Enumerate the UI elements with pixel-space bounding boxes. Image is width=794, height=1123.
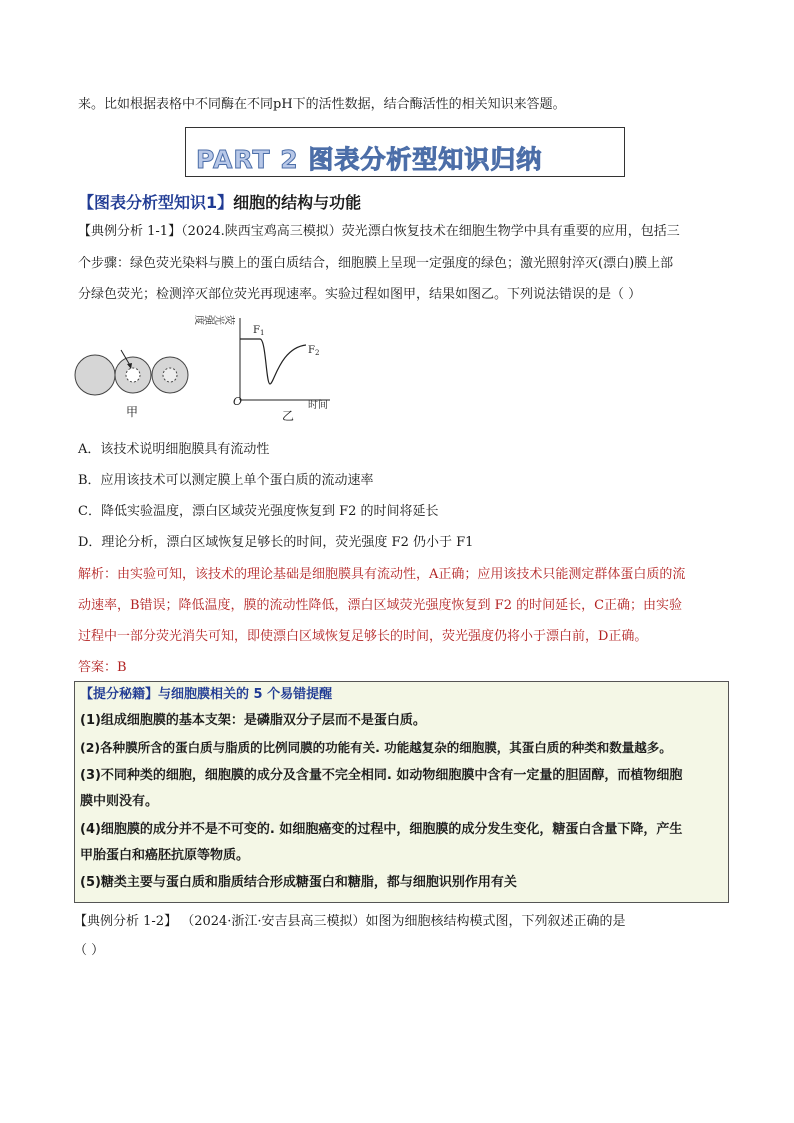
analysis-line-1: 解析：由实验可知，该技术的理论基础是细胞膜具有流动性，A正确；应用该技术只能测定群体蛋白质的流: [78, 567, 686, 582]
q1-line-2: 个步骤：绿色荧光染料与膜上的蛋白质结合，细胞膜上呈现一定强度的绿色；激光照射淬灭(漂白)膜上部: [78, 256, 674, 271]
q2-line-1: 【典例分析 1-2】 （2024·浙江·安吉县高三模拟）如图为细胞核结构模式图，下列叙述正确的是: [74, 914, 626, 929]
tip-title-rest: 与细胞膜相关的 5 个易错提醒: [158, 687, 333, 702]
q1-line-1: 【典例分析 1-1】（2024.陕西宝鸡高三模拟）荧光漂白恢复技术在细胞生物学中具有重要的应用，包括三: [78, 224, 680, 239]
y-axis-label: 荧光强度: [195, 312, 235, 324]
tip-line-3: (3)不同种类的细胞，细胞膜的成分及含量不完全相同. 如动物细胞膜中含有一定量的胆固醇，而植物细胞: [80, 768, 683, 783]
part-title: PART 2 图表分析型知识归纳: [196, 145, 543, 174]
x-axis-label: 时间: [308, 400, 328, 411]
f1-label: $F_1$: [253, 325, 265, 337]
section-heading-prefix: 【图表分析型知识1】: [78, 193, 234, 212]
q1-figure: [70, 312, 330, 427]
q1-line-3: 分绿色荧光；检测淬灭部位荧光再现速率。实验过程如图甲，结果如图乙。下列说法错误的是（ ）: [78, 287, 642, 302]
origin-label: O: [233, 395, 243, 408]
f2-label: $F_2$: [308, 345, 320, 357]
cell-2-bleached-spot: [126, 368, 140, 382]
cell-1: [75, 355, 115, 395]
figure-label-yi: 乙: [282, 409, 295, 423]
tip-line-2: (2)各种膜所含的蛋白质与脂质的比例同膜的功能有关. 功能越复杂的细胞膜，其蛋白质的种类和数量越多。: [80, 740, 672, 755]
tip-line-7: (5)糖类主要与蛋白质和脂质结合形成糖蛋白和糖脂，都与细胞识别作用有关: [80, 875, 517, 890]
analysis-line-3: 过程中一部分荧光消失可知，即使漂白区域恢复足够长的时间，荧光强度仍将小于漂白前，D正确。: [78, 629, 648, 644]
tip-title-prefix: 【提分秘籍】: [80, 687, 159, 702]
tip-title: [80, 685, 332, 705]
tip-line-6: 甲胎蛋白和癌胚抗原等物质。: [80, 848, 250, 863]
tip-line-5: (4)细胞膜的成分并不是不可变的. 如细胞癌变的过程中，细胞膜的成分发生变化，糖蛋白含量下降，产生: [80, 822, 683, 837]
section-heading-title: 细胞的结构与功能: [233, 193, 362, 212]
fluorescence-curve: [240, 339, 306, 384]
tip-box: [74, 681, 729, 903]
option-b: B．应用该技术可以测定膜上单个蛋白质的流动速率: [78, 473, 374, 488]
option-a: A．该技术说明细胞膜具有流动性: [78, 442, 270, 457]
intro-line: 来。比如根据表格中不同酶在不同pH下的活性数据，结合酶活性的相关知识来答题。: [78, 97, 566, 112]
part-title-box: [185, 127, 625, 177]
q2-line-2: （ ）: [74, 943, 105, 958]
tip-line-1: (1)组成细胞膜的基本支架：是磷脂双分子层而不是蛋白质。: [80, 713, 426, 728]
section-heading: [78, 190, 361, 213]
option-d: D．理论分析，漂白区域恢复足够长的时间，荧光强度 F2 仍小于 F1: [78, 535, 474, 550]
analysis-line-2: 动速率，B错误；降低温度，膜的流动性降低，漂白区域荧光强度恢复到 F2 的时间延长，C正确；由实验: [78, 598, 683, 613]
answer: 答案：B: [78, 660, 127, 675]
cell-3-recovering-spot: [163, 368, 177, 382]
option-c: C．降低实验温度，漂白区域荧光强度恢复到 F2 的时间将延长: [78, 504, 439, 519]
figure-label-jia: 甲: [126, 405, 139, 419]
tip-line-4: 膜中则没有。: [80, 794, 159, 809]
